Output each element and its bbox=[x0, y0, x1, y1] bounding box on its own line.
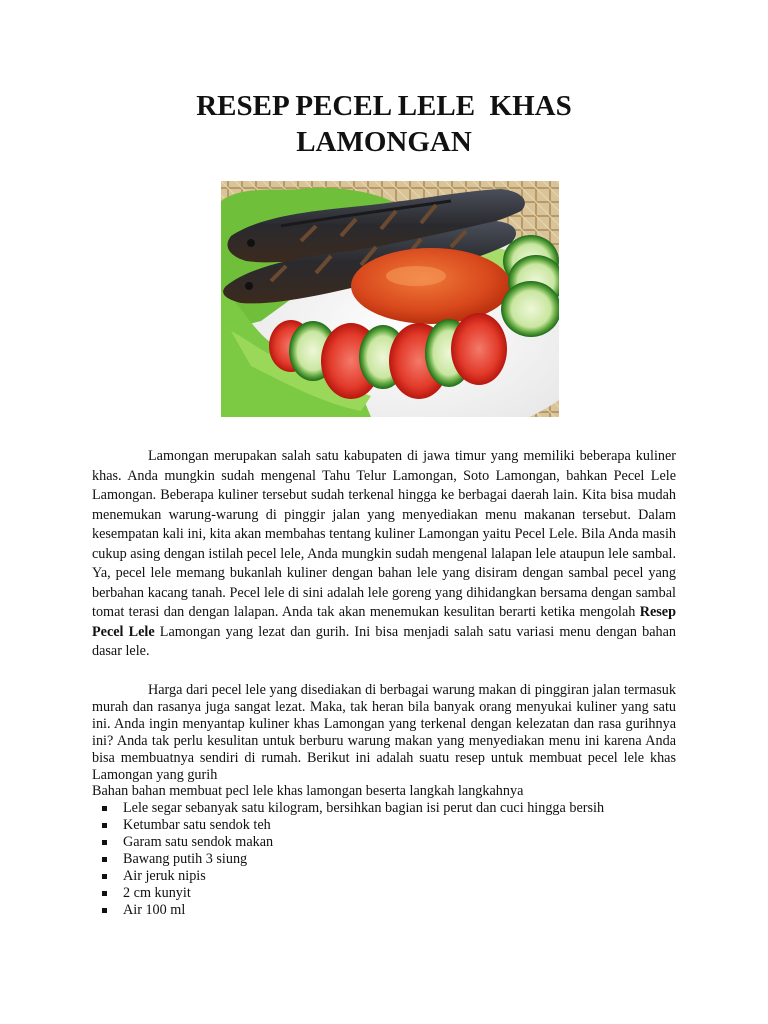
list-item-text: Ketumbar satu sendok teh bbox=[123, 817, 271, 833]
list-item bbox=[92, 885, 676, 902]
bullet-icon bbox=[102, 840, 107, 845]
bullet-icon bbox=[102, 857, 107, 862]
pecel-lele-photo bbox=[221, 181, 559, 417]
paragraph-intro-text-a: Lamongan merupakan salah satu kabupaten di jawa timur yang memiliki beberapa kuliner khas. Anda mungkin sudah mengenal Tahu Telur Lamongan, Soto Lamongan, bahkan Pecel Lele Lamongan. Beberapa kuliner tersebut sudah terkenal hingga ke berbagai daerah lain. Kita bisa mudah menemukan warung-warung di pinggir jalan yang menyediakan menu makanan tersebut. Dalam kesempatan kali ini, kita akan membahas tentang kuliner Lamongan yaitu Pecel Lele. Bila Anda masih cukup asing dengan istilah pecel lele, Anda mungkin sudah mengenal lalapan lele ataupun lele sambal. Ya, pecel lele memang bukanlah kuliner dengan bahan lele yang disiram dengan sambal pecel yang berbahan kacang tanah. Pecel lele di sini adalah lele goreng yang dihidangkan bersama dengan sambal tomat terasi dan dengan lalapan. Anda tak akan menemukan kesulitan berarti ketika mengolah bbox=[92, 448, 676, 620]
list-item bbox=[92, 834, 676, 851]
paragraph-intro-text-b: Lamongan yang lezat dan gurih. Ini bisa menjadi salah satu variasi menu dengan bahan dasar lele. bbox=[92, 623, 676, 659]
document-title bbox=[92, 88, 676, 160]
list-item bbox=[92, 902, 676, 919]
list-item bbox=[92, 851, 676, 868]
paragraph-intro bbox=[92, 447, 676, 662]
paragraph-intro-bold: Resep Pecel Lele bbox=[92, 604, 676, 640]
bullet-icon bbox=[102, 823, 107, 828]
list-item-text: Bawang putih 3 siung bbox=[123, 851, 248, 867]
bullet-icon bbox=[102, 908, 107, 913]
list-item-text: 2 cm kunyit bbox=[123, 885, 191, 901]
bullet-icon bbox=[102, 874, 107, 879]
paragraph-price: Harga dari pecel lele yang disediakan di berbagai warung makan di pinggiran jalan termasuk murah dan rasanya juga sangat lezat. Maka, tak heran bila banyak orang menyukai kuliner yang satu ini. Anda ingin menyantap kuliner khas Lamongan yang terkenal dengan kelezatan dan rasa gurihnya ini? Anda tak perlu kesulitan untuk berburu warung makan yang menyediakan menu ini karena Anda bisa membuatnya sendiri di rumah. Berikut ini adalah suatu resep untuk membuat pecel lele khas Lamongan yang gurih bbox=[92, 682, 676, 783]
title-line-2: LAMONGAN bbox=[296, 126, 472, 158]
list-item bbox=[92, 817, 676, 834]
paragraph-ingredients-heading: Bahan bahan membuat pecl lele khas lamongan beserta langkah langkahnya bbox=[92, 783, 524, 799]
list-item-text: Air 100 ml bbox=[123, 902, 186, 918]
list-item-text: Air jeruk nipis bbox=[123, 868, 206, 884]
ingredients-list bbox=[92, 800, 676, 919]
bullet-icon bbox=[102, 891, 107, 896]
bullet-icon bbox=[102, 806, 107, 811]
list-item bbox=[92, 800, 676, 817]
list-item bbox=[92, 868, 676, 885]
list-item-text: Garam satu sendok makan bbox=[123, 834, 274, 850]
title-line-1: RESEP PECEL LELE KHAS bbox=[196, 90, 572, 122]
list-item-text: Lele segar sebanyak satu kilogram, bersihkan bagian isi perut dan cuci hingga bersih bbox=[123, 800, 605, 816]
